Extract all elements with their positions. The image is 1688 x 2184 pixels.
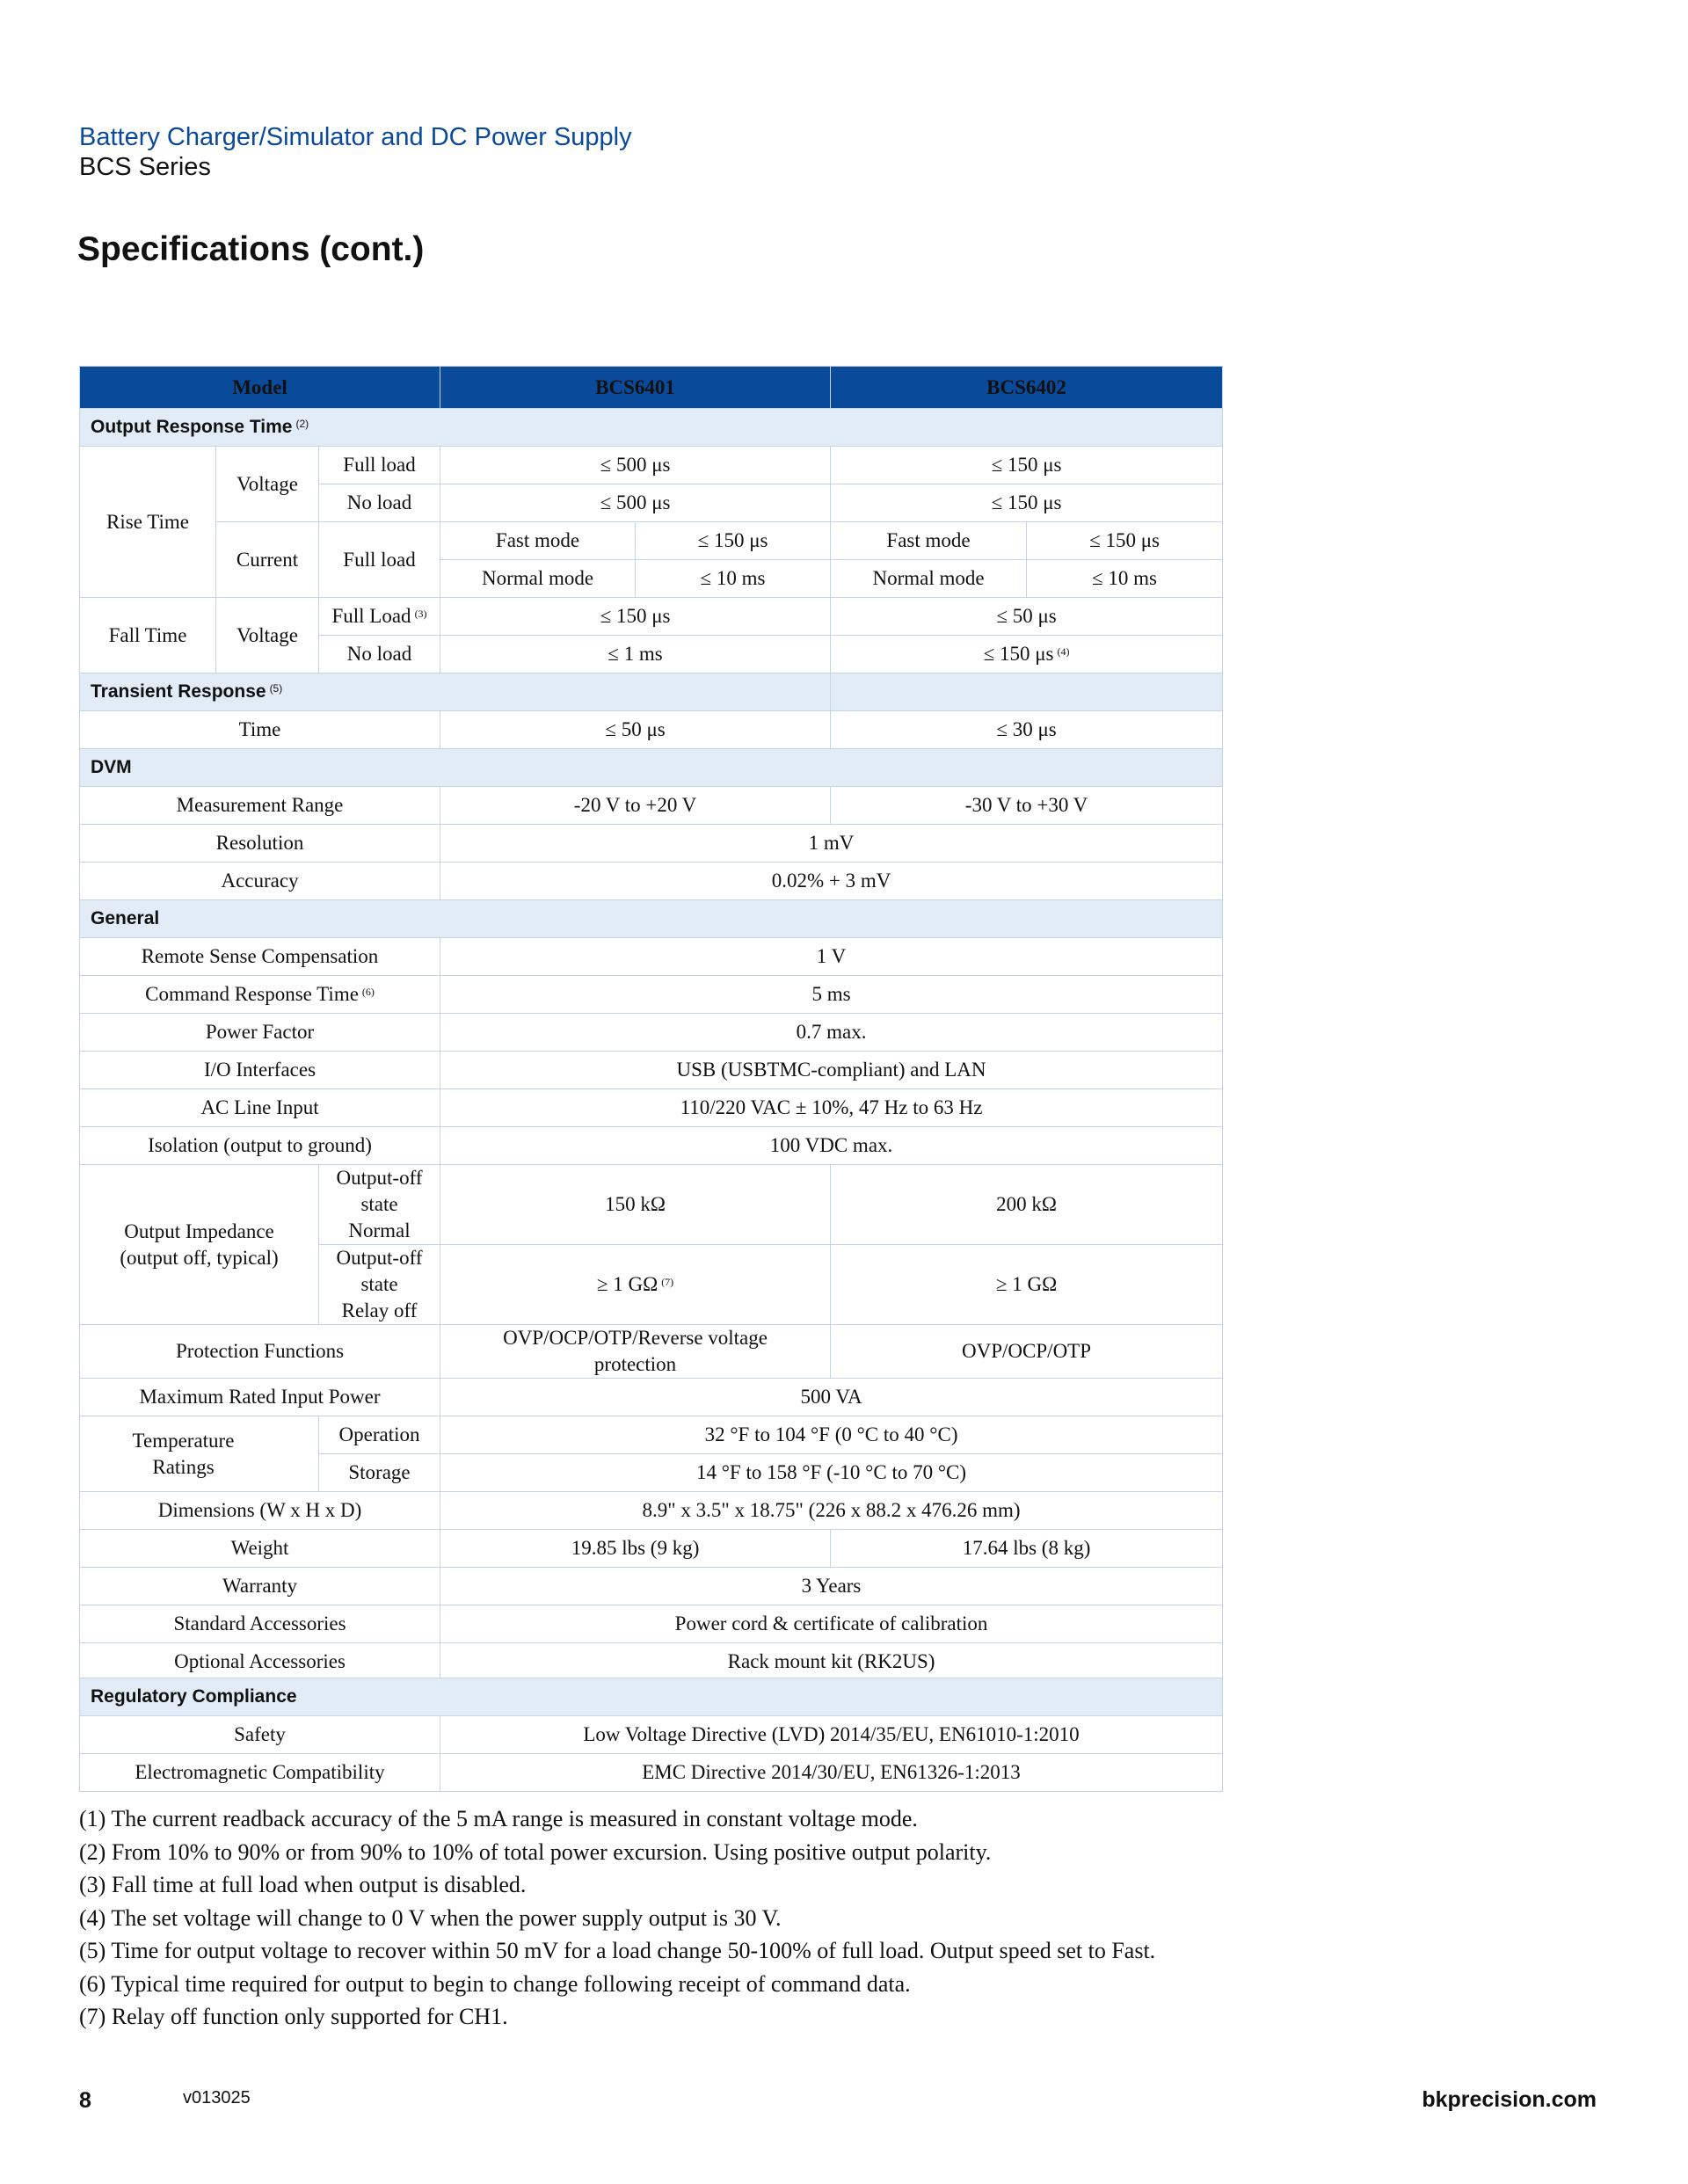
cell-value: 200 kΩ [831,1165,1223,1245]
table-row [80,1605,1223,1643]
cell-value: ≤ 150 μs [831,484,1223,522]
page-number: 8 [79,2088,91,2113]
section-output-response: Output Response Time $^{(2)}$ [80,409,1223,447]
row-label-operation: Operation [319,1416,440,1454]
cell-value: ≤ 1 ms [440,636,831,673]
cell-value: 100 VDC max. [440,1127,1223,1165]
cell-value: ≤ 150 μs [440,598,831,636]
row-label-no-load: No load [319,484,440,522]
cell-value: ≤ 30 μs [831,711,1223,749]
row-label-voltage: Voltage [216,447,319,522]
row-label-command-response: Command Response Time $^{(6)}$ [80,976,440,1014]
table-row [80,976,1223,1014]
cell-value: ≥ 1 GΩ $^{(7)}$ [440,1245,831,1325]
cell-value: 150 kΩ [440,1165,831,1245]
cell-value: -20 V to +20 V [440,787,831,825]
header-model: Model [80,367,440,409]
row-label-no-load: No load [319,636,440,673]
header-bcs6402: BCS6402 [831,367,1223,409]
row-label-protection: Protection Functions [80,1325,440,1379]
row-label-output-off-normal: Output-off state Normal [319,1165,440,1245]
cell-value: Low Voltage Directive (LVD) 2014/35/EU, EN61010-1:2010 [440,1716,1223,1754]
cell-label-normal-mode: Normal mode [440,560,636,598]
document-header-title: Battery Charger/Simulator and DC Power Supply [79,123,632,151]
table-row [80,938,1223,976]
section-regulatory-compliance: Regulatory Compliance [80,1678,1223,1716]
website-url: bkprecision.com [1422,2087,1597,2112]
row-label-full-load: Full load [319,522,440,598]
regulatory-table [79,1678,1223,1792]
footnote-ref: (7) [661,1276,674,1288]
cell-value: ≤ 150 μs [831,447,1223,484]
row-label-emc: Electromagnetic Compatibility [80,1754,440,1792]
cell-value: 0.7 max. [440,1014,1223,1052]
cell-value: 0.02% + 3 mV [440,863,1223,900]
section-fill [831,673,1223,711]
footnote: (7) Relay off function only supported for CH1. [79,2004,508,2029]
cell-value: 17.64 lbs (8 kg) [831,1530,1223,1568]
section-general: General [80,900,1223,938]
section-row [80,900,1223,938]
document-version: v013025 [183,2088,251,2108]
cell-value: ≤ 10 ms [1027,560,1223,598]
row-label-optional-accessories: Optional Accessories [80,1643,440,1681]
table-row [80,1014,1223,1052]
cell-value: -30 V to +30 V [831,787,1223,825]
row-label-accuracy: Accuracy [80,863,440,900]
row-label-rise-time: Rise Time [80,447,216,598]
cell-value: EMC Directive 2014/30/EU, EN61326-1:2013 [440,1754,1223,1792]
cell-value: ≥ 1 GΩ [831,1245,1223,1325]
table-row [80,863,1223,900]
table-row [80,1416,1223,1454]
table-row [80,1716,1223,1754]
cell-value: ≤ 500 μs [440,484,831,522]
row-label-measurement-range: Measurement Range [80,787,440,825]
footnote-ref: (4) [1057,645,1070,658]
footnote: (6) Typical time required for output to begin to change following receipt of command data. [79,1970,911,1997]
cell-value: OVP/OCP/OTP [831,1325,1223,1379]
cell-value: 19.85 lbs (9 kg) [440,1530,831,1568]
table-row [80,787,1223,825]
document-header-series: BCS Series [79,153,211,181]
row-label-power-factor: Power Factor [80,1014,440,1052]
row-label-safety: Safety [80,1716,440,1754]
cell-value: 1 mV [440,825,1223,863]
row-label-full-load: Full Load $^{(3)}$ [319,598,440,636]
row-label-resolution: Resolution [80,825,440,863]
row-label-current: Current [216,522,319,598]
table-row [80,825,1223,863]
cell-value: Rack mount kit (RK2US) [440,1643,1223,1681]
row-label-output-impedance: Output Impedance (output off, typical) [80,1165,319,1325]
row-label-output-off-relay: Output-off state Relay off [319,1245,440,1325]
footnote: (4) The set voltage will change to 0 V when the power supply output is 30 V. [79,1904,782,1931]
row-label-dimensions: Dimensions (W x H x D) [80,1492,440,1530]
cell-value: ≤ 10 ms [636,560,831,598]
footnote-ref: (2) [295,418,309,430]
section-dvm: DVM [80,749,1223,787]
section-transient-response: Transient Response $^{(5)}$ [80,673,831,711]
footnote: (2) From 10% to 90% or from 90% to 10% of total power excursion. Using positive output polarity. [79,1838,992,1865]
cell-value: Power cord & certificate of calibration [440,1605,1223,1643]
table-row [80,1127,1223,1165]
table-row [80,1379,1223,1416]
row-label-weight: Weight [80,1530,440,1568]
table-row [80,1052,1223,1089]
section-row [80,1678,1223,1716]
row-label-isolation: Isolation (output to ground) [80,1127,440,1165]
table-row [80,1643,1223,1681]
footnote: (5) Time for output voltage to recover within 50 mV for a load change 50-100% of full load. Output speed set to Fast. [79,1938,1156,1963]
cell-value: 1 V [440,938,1223,976]
cell-label-fast-mode: Fast mode [831,522,1027,560]
spec-table [79,366,1223,1681]
cell-value: ≤ 50 μs [831,598,1223,636]
table-row [80,522,1223,560]
row-label-ac-line-input: AC Line Input [80,1089,440,1127]
cell-value: 8.9" x 3.5" x 18.75" (226 x 88.2 x 476.26 mm) [440,1492,1223,1530]
cell-value: ≤ 500 μs [440,447,831,484]
footnote: (3) Fall time at full load when output is disabled. [79,1872,527,1897]
footnote-ref: (5) [269,682,283,695]
section-row [80,673,1223,711]
row-label-full-load: Full load [319,447,440,484]
table-row [80,711,1223,749]
row-label-max-input-power: Maximum Rated Input Power [80,1379,440,1416]
table-row [80,1754,1223,1792]
footnote-ref: (6) [361,986,375,998]
row-label-time: Time [80,711,440,749]
page-title: Specifications (cont.) [77,230,425,268]
section-row [80,749,1223,787]
cell-value: ≤ 150 μs $^{(4)}$ [831,636,1223,673]
footnotes [79,1802,1155,2034]
section-row [80,409,1223,447]
cell-value: ≤ 150 μs [1027,522,1223,560]
cell-label-normal-mode: Normal mode [831,560,1027,598]
cell-value: ≤ 50 μs [440,711,831,749]
table-row [80,1492,1223,1530]
cell-value: 32 °F to 104 °F (0 °C to 40 °C) [440,1416,1223,1454]
cell-value: OVP/OCP/OTP/Reverse voltage protection [440,1325,831,1379]
cell-value: 5 ms [440,976,1223,1014]
row-label-standard-accessories: Standard Accessories [80,1605,440,1643]
cell-value: 14 °F to 158 °F (-10 °C to 70 °C) [440,1454,1223,1492]
header-bcs6401: BCS6401 [440,367,831,409]
cell-value: 3 Years [440,1568,1223,1605]
cell-value: 110/220 VAC ± 10%, 47 Hz to 63 Hz [440,1089,1223,1127]
cell-value: USB (USBTMC-compliant) and LAN [440,1052,1223,1089]
table-row [80,598,1223,636]
row-label-temperature: Temperature Ratings [80,1416,319,1492]
cell-value: 500 VA [440,1379,1223,1416]
table-row [80,1165,1223,1245]
row-label-voltage: Voltage [216,598,319,673]
row-label-fall-time: Fall Time [80,598,216,673]
table-row [80,1530,1223,1568]
footnote: (1) The current readback accuracy of the 5 mA range is measured in constant voltage mode. [79,1806,918,1831]
row-label-warranty: Warranty [80,1568,440,1605]
table-row [80,1568,1223,1605]
footnote-ref: (3) [414,608,427,620]
table-header-row [80,367,1223,409]
table-row [80,447,1223,484]
row-label-io-interfaces: I/O Interfaces [80,1052,440,1089]
cell-label-fast-mode: Fast mode [440,522,636,560]
table-row [80,1089,1223,1127]
row-label-remote-sense: Remote Sense Compensation [80,938,440,976]
table-row [80,1325,1223,1379]
row-label-storage: Storage [319,1454,440,1492]
cell-value: ≤ 150 μs [636,522,831,560]
